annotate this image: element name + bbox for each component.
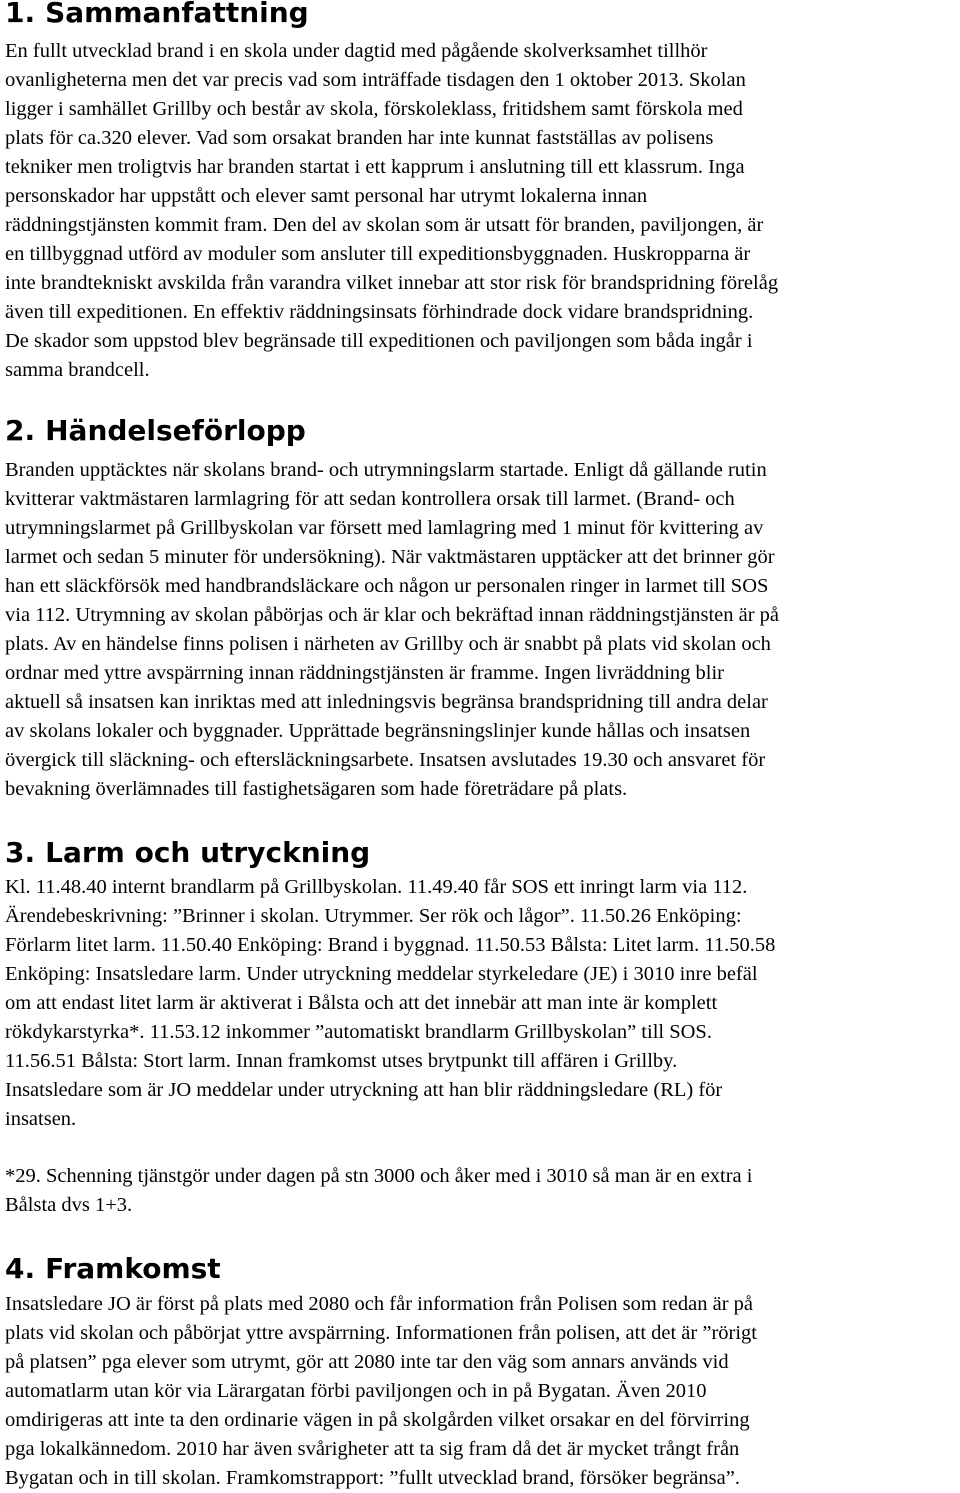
section-number: 4. — [5, 1252, 36, 1285]
text-line: En fullt utvecklad brand i en skola under dagtid med pågående skolverksamhet tillhör — [5, 40, 708, 62]
text-line: även till expeditionen. En effektiv räddningsinsats förhindrade dock vidare brandspridning. — [5, 301, 754, 323]
paragraph — [5, 873, 775, 1134]
text-line: inte brandtekniskt avskilda från varandra vilket innebar att stor risk för brandspridning förelåg — [5, 272, 779, 294]
text-line: omdirigeras att inte ta den ordinarie vägen in på skolgården vilket orsakar en del förvirring — [5, 1409, 750, 1431]
section-number: 3. — [5, 836, 36, 869]
text-line: Insatsledare JO är först på plats med 2080 och får information från Polisen som redan är på — [5, 1293, 754, 1315]
text-line: insatsen. — [5, 1108, 77, 1130]
text-line: pga lokalkännedom. 2010 har även svårigheter att ta sig fram då det är mycket trångt från — [5, 1438, 740, 1460]
text-line: ordnar med yttre avspärrning innan räddningstjänsten är framme. Ingen livräddning blir — [5, 662, 724, 684]
text-line: plats vid skolan och påbörjat yttre avspärrning. Informationen från polisen, att det är ”rörigt — [5, 1322, 758, 1344]
text-line: Insatsledare som är JO meddelar under utryckning att han blir räddningsledare (RL) för — [5, 1079, 723, 1101]
text-line: aktuell så insatsen kan inriktas med att inledningsvis begränsa brandspridning till andra delar — [5, 691, 768, 713]
text-line: plats. Av en händelse finns polisen i närheten av Grillby och är snabbt på plats vid skolan och — [5, 633, 771, 655]
text-line: en tillbyggnad utförd av moduler som ansluter till expeditionsbyggnaden. Huskropparna är — [5, 243, 751, 265]
text-line: 11.56.51 Bålsta: Stort larm. Innan framkomst utses brytpunkt till affären i Grillby. — [5, 1050, 678, 1072]
text-line: via 112. Utrymning av skolan påbörjas och är klar och bekräftad innan räddningstjänsten är på — [5, 604, 780, 626]
text-line: tekniker men troligtvis har branden startat i ett kapprum i anslutning till ett klassrum. Inga — [5, 156, 745, 178]
text-line: utrymningslarmet på Grillbyskolan var försett med lamlagring med 1 minut för kvittering av — [5, 517, 764, 539]
paragraph — [5, 456, 779, 804]
section-title: Händelseförlopp — [45, 414, 306, 447]
text-line: Kl. 11.48.40 internt brandlarm på Grillbyskolan. 11.49.40 får SOS ett inringt larm via 112. — [5, 876, 748, 898]
text-line: larmet och sedan 5 minuter för undersökning). När vaktmästaren upptäcker att det brinner gör — [5, 546, 775, 568]
section-number: 1. — [5, 0, 36, 29]
section-title: Framkomst — [45, 1252, 221, 1285]
text-line: på platsen” pga elever som utrymt, gör att 2080 inte tar den väg som annars används vid — [5, 1351, 729, 1373]
section-heading-handelseforlopp — [5, 414, 306, 448]
section-heading-framkomst — [5, 1252, 221, 1286]
text-line: övergick till släckning- och eftersläckningsarbete. Insatsen avslutades 19.30 och ansvaret för — [5, 749, 766, 771]
text-line: rökdykarstyrka*. 11.53.12 inkommer ”automatiskt brandlarm Grillbyskolan” till SOS. — [5, 1021, 712, 1043]
text-line: personskador har uppstått och elever samt personal har utrymt lokalerna innan — [5, 185, 648, 207]
text-line: bevakning överlämnades till fastighetsägaren som hade företrädare på plats. — [5, 778, 628, 800]
footnote-paragraph — [5, 1162, 752, 1220]
text-line: Ärendebeskrivning: ”Brinner i skolan. Utrymmer. Ser rök och lågor”. 11.50.26 Enköping: — [5, 905, 742, 927]
text-line: han ett släckförsök med handbrandsläckare och någon ur personalen ringer in larmet till SOS — [5, 575, 769, 597]
text-line: om att endast litet larm är aktiverat i Bålsta och att det innebär att man inte är komplett — [5, 992, 718, 1014]
text-line: Branden upptäcktes när skolans brand- och utrymningslarm startade. Enligt då gällande rutin — [5, 459, 767, 481]
paragraph — [5, 1290, 757, 1493]
section-number: 2. — [5, 414, 36, 447]
text-line: Bygatan och in till skolan. Framkomstrapport: ”fullt utvecklad brand, försöker begränsa”. — [5, 1467, 740, 1489]
text-line: De skador som uppstod blev begränsade till expeditionen och paviljongen som båda ingår i — [5, 330, 753, 352]
text-line: Förlarm litet larm. 11.50.40 Enköping: Brand i byggnad. 11.50.53 Bålsta: Litet larm. 11.50.58 — [5, 934, 776, 956]
text-line: ovanligheterna men det var precis vad som inträffade tisdagen den 1 oktober 2013. Skolan — [5, 69, 746, 91]
text-line: räddningstjänsten kommit fram. Den del av skolan som är utsatt för branden, paviljongen, är — [5, 214, 764, 236]
text-line: samma brandcell. — [5, 359, 150, 381]
section-heading-larm-och-utryckning — [5, 836, 370, 870]
text-line: ligger i samhället Grillby och består av skola, förskoleklass, fritidshem samt förskola med — [5, 98, 743, 120]
text-line: av skolans lokaler och byggnader. Upprättade begränsningslinjer kunde hållas och insatsen — [5, 720, 751, 742]
text-line: plats för ca.320 elever. Vad som orsakat branden har inte kunnat fastställas av polisens — [5, 127, 714, 149]
section-heading-sammanfattning — [5, 0, 309, 30]
paragraph — [5, 37, 778, 385]
text-line: Enköping: Insatsledare larm. Under utryckning meddelar styrkeledare (JE) i 3010 inre befäl — [5, 963, 758, 985]
text-line: Bålsta dvs 1+3. — [5, 1194, 133, 1216]
section-title: Sammanfattning — [45, 0, 309, 29]
text-line: *29. Schenning tjänstgör under dagen på stn 3000 och åker med i 3010 så man är en extra i — [5, 1165, 753, 1187]
section-title: Larm och utryckning — [45, 836, 371, 869]
text-line: kvitterar vaktmästaren larmlagring för att sedan kontrollera orsak till larmet. (Brand- och — [5, 488, 735, 510]
text-line: automatlarm utan kör via Lärargatan förbi paviljongen och in på Bygatan. Även 2010 — [5, 1380, 707, 1402]
